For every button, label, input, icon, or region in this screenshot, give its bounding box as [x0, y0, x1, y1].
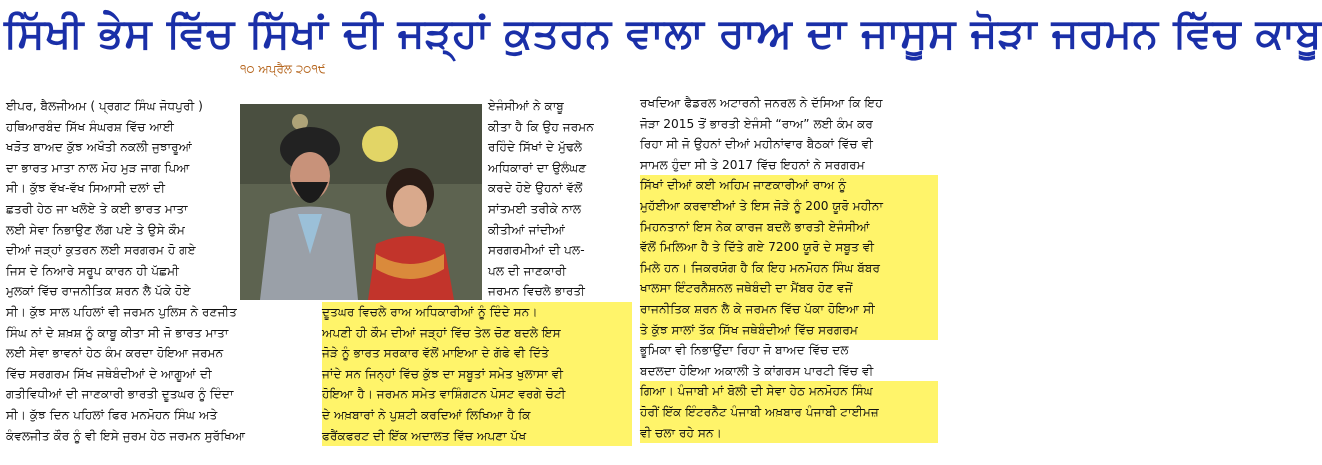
- article-line: ਦੇ ਅਖ਼ਬਾਰਾਂ ਨੇ ਪੁਸ਼ਟੀ ਕਰਦਿਆਂ ਲਿਖਿਆ ਹੈ ਕਿ: [322, 405, 632, 426]
- article-line: ਦਾ ਭਾਰਤ ਮਾਤਾ ਨਾਲ ਮੋਹ ਮੁੜ ਜਾਗ ਪਿਆ: [6, 160, 190, 175]
- article-line: ਲਈ ਸੇਵਾ ਭਾਵਨਾਂ ਹੇਠ ਕੰਮ ਕਰਦਾ ਹੋਇਆ ਜਰਮਨ: [6, 346, 224, 361]
- article-line: ਸੀ। ਕੁੱਝ ਸਾਲ ਪਹਿਲਾਂ ਵੀ ਜਰਮਨ ਪੁਲਿਸ ਨੇ ਰਣਜੀਤ: [6, 304, 237, 319]
- article-line: ਕਰਦੇ ਹੋਏ ਉਹਨਾਂ ਵੱਲੋਂ: [488, 181, 583, 196]
- article-line: ਪਲ ਦੀ ਜਾਣਕਾਰੀ: [488, 263, 566, 278]
- article-line: ਮੁਲਕਾਂ ਵਿੱਚ ਰਾਜਨੀਤਿਕ ਸ਼ਰਨ ਲੈ ਪੱਕੇ ਹੋਏ: [6, 284, 191, 299]
- article-column-2: [322, 96, 632, 446]
- article-line: ਸਾਂਤਮਈ ਤਰੀਕੇ ਨਾਲ: [488, 201, 582, 216]
- article-line: ਜਿਸ ਦੇ ਨਿਆਰੇ ਸਰੂਪ ਕਾਰਨ ਹੀ ਪੱਛਮੀ: [6, 263, 179, 278]
- publication-date: ੧੦ ਅਪ੍ਰੈਲ ੨੦੧੯: [240, 62, 326, 76]
- article-line: ਵੱਲੋਂ ਮਿਲਿਆ ਹੈ ਤੇ ਦਿੱਤੇ ਗਏ 7200 ਯੂਰੋ ਦੇ ਸਬੂਤ ਵੀ: [640, 237, 938, 258]
- article-line: ਏਜੰਸੀਆਂ ਨੇ ਕਾਬੂ: [488, 99, 564, 113]
- article-line: ਮਿਹਨਤਾਨਾਂ ਇਸ ਨੇਕ ਕਾਰਜ ਬਦਲੇ ਭਾਰਤੀ ਏਜੰਸੀਆਂ: [640, 217, 938, 238]
- article-line: ਸਾਮਲ ਹੁੰਦਾ ਸੀ ਤੇ 2017 ਵਿੱਚ ਇਹਨਾਂ ਨੇ ਸਰਗਰਮ: [640, 157, 865, 172]
- article-line: ਜੋੜਾ 2015 ਤੋਂ ਭਾਰਤੀ ਏਜੰਸੀ “ਰਾਅ” ਲਈ ਕੰਮ ਕਰ: [640, 116, 873, 131]
- article-line: ਦੂਤਘਰ ਵਿਚਲੇ ਰਾਅ ਅਧਿਕਾਰੀਆਂ ਨੂੰ ਦਿੰਦੇ ਸਨ।: [322, 302, 632, 323]
- article-line: ਈਪਰ, ਬੈਲਜੀਅਮ ( ਪ੍ਰਗਟ ਸਿੰਘ ਜੋਧਪੁਰੀ ): [6, 99, 203, 113]
- article-line: ਖਾਲਸਾ ਇੰਟਰਨੈਸ਼ਨਲ ਜਥੇਬੰਦੀ ਦਾ ਮੈਂਬਰ ਹੋਣ ਵਜੋਂ: [640, 278, 938, 299]
- article-line: ਹਥਿਆਰਬੰਦ ਸਿੱਖ ਸੰਘਰਸ਼ ਵਿੱਚ ਆਈ: [6, 119, 175, 134]
- article-line: ਸੀ। ਕੁੱਝ ਦਿਨ ਪਹਿਲਾਂ ਫਿਰ ਮਨਮੋਹਨ ਸਿੰਘ ਅਤੇ: [6, 407, 218, 422]
- article-line: ਵੀ ਚਲਾ ਰਹੇ ਸਨ।: [640, 423, 938, 444]
- article-line: ਮੁਹੱਈਆ ਕਰਵਾਈਆਂ ਤੇ ਇਸ ਜੋੜੇ ਨੂੰ 200 ਯੂਰੋ ਮਹੀਨਾ: [640, 196, 938, 217]
- article-line: ਕੰਵਲਜੀਤ ਕੌਰ ਨੂੰ ਵੀ ਇਸੇ ਜੁਰਮ ਹੇਠ ਜਰਮਨ ਸੁਰੱਖਿਆ: [6, 428, 246, 443]
- article-line: ਹੋਇਆ ਹੈ। ਜਰਮਨ ਸਮੇਤ ਵਾਸ਼ਿੰਗਟਨ ਪੋਸਟ ਵਰਗੇ ਚੋਟੀ: [322, 384, 632, 405]
- article-line: ਦੀਆਂ ਜੜ੍ਹਾਂ ਕੁਤਰਨ ਲਈ ਸਰਗਰਮ ਹੋ ਗਏ: [6, 243, 196, 258]
- article-line: ਅਧਿਕਾਰਾਂ ਦਾ ਉਲੰਘਣ: [488, 160, 587, 175]
- article-line: ਖੜੋਤ ਬਾਅਦ ਕੁੱਝ ਅਖੌਤੀ ਨਕਲੀ ਜੁਝਾਰੂਆਂ: [6, 140, 192, 155]
- article-column-3: [640, 93, 938, 443]
- article-line: ਗਿਆ। ਪੰਜਾਬੀ ਮਾਂ ਬੋਲੀ ਦੀ ਸੇਵਾ ਹੇਠ ਮਨਮੋਹਨ ਸਿੰਘ: [640, 381, 938, 402]
- article-line: ਜਾਂਦੇ ਸਨ ਜਿਨ੍ਹਾਂ ਵਿੱਚ ਕੁੱਝ ਦਾ ਸਬੂਤਾਂ ਸਮੇਤ ਖੁਲਾਸਾ ਵੀ: [322, 364, 632, 385]
- article-line: ਸਿੰਘ ਨਾਂ ਦੇ ਸ਼ਖ਼ਸ਼ ਨੂੰ ਕਾਬੂ ਕੀਤਾ ਸੀ ਜੋ ਭਾਰਤ ਮਾਤਾ: [6, 325, 229, 340]
- article-line: ਜੋੜੇ ਨੂੰ ਭਾਰਤ ਸਰਕਾਰ ਵੱਲੋਂ ਮਾਇਆ ਦੇ ਗੱਫੇ ਵੀ ਦਿੱਤੇ: [322, 343, 632, 364]
- article-line: ਸਿੱਖਾਂ ਦੀਆਂ ਕਈ ਅਹਿਮ ਜਾਣਕਾਰੀਆਂ ਰਾਅ ਨੂੰ: [640, 175, 938, 196]
- article-line: ਰਖਦਿਆ ਫੈਡਰਲ ਅਟਾਰਨੀ ਜਨਰਲ ਨੇ ਦੱਸਿਆ ਕਿ ਇਹ: [640, 96, 883, 110]
- article-line: ਜਰਮਨ ਵਿਚਲੇ ਭਾਰਤੀ: [488, 284, 585, 299]
- article-line: ਬਦਲਦਾ ਹੋਇਆ ਅਕਾਲੀ ਤੇ ਕਾਂਗਰਸ ਪਾਰਟੀ ਵਿੱਚ ਵੀ: [640, 363, 874, 378]
- article-line: ਰਾਜਨੀਤਿਕ ਸ਼ਰਨ ਲੈ ਕੇ ਜਰਮਨ ਵਿੱਚ ਪੱਕਾ ਹੋਇਆ ਸੀ: [640, 299, 938, 320]
- article-line: ਛਤਰੀ ਹੇਠ ਜਾ ਖਲੋਏ ਤੇ ਕਈ ਭਾਰਤ ਮਾਤਾ: [6, 201, 188, 216]
- article-line: ਸੀ। ਕੁੱਝ ਵੱਖ-ਵੱਖ ਸਿਆਸੀ ਦਲਾਂ ਦੀ: [6, 181, 166, 196]
- headline: ਸਿੱਖੀ ਭੇਸ ਵਿੱਚ ਸਿੱਖਾਂ ਦੀ ਜੜ੍ਹਾਂ ਕੁਤਰਨ ਵਾਲਾ ਰਾਅ ਦਾ ਜਾਸੂਸ ਜੋੜਾ ਜਰਮਨ ਵਿੱਚ ਕਾਬੂ: [4, 9, 1322, 57]
- article-line: ਫਰੈਂਕਫਰਟ ਦੀ ਇੱਕ ਅਦਾਲਤ ਵਿੱਚ ਅਪਣਾ ਪੱਖ: [322, 426, 632, 447]
- article-line: ਅਪਣੀ ਹੀ ਕੌਮ ਦੀਆਂ ਜੜ੍ਹਾਂ ਵਿੱਚ ਤੇਲ ਚੋਣ ਬਦਲੇ ਇਸ: [322, 323, 632, 344]
- article-line: ਵਿੱਚ ਸਰਗਰਮ ਸਿੱਖ ਜਥੇਬੰਦੀਆਂ ਦੇ ਆਗੂਆਂ ਦੀ: [6, 366, 212, 381]
- article-line: ਗਤੀਵਿਧੀਆਂ ਦੀ ਜਾਣਕਾਰੀ ਭਾਰਤੀ ਦੂਤਘਰ ਨੂੰ ਦਿੰਦਾ: [6, 387, 234, 402]
- article-line: ਕੀਤਾ ਹੈ ਕਿ ਉਹ ਜਰਮਨ: [488, 119, 594, 134]
- article-line: ਰਹਿੰਦੇ ਸਿੱਖਾਂ ਦੇ ਮੁੱਢਲੇ: [488, 140, 583, 155]
- article-line: ਹੋਰੀਂ ਇੱਕ ਇੰਟਰਨੈਟ ਪੰਜਾਬੀ ਅਖ਼ਬਾਰ ਪੰਜਾਬੀ ਟਾਈਮਜ਼: [640, 402, 938, 423]
- article-line: ਤੇ ਕੁੱਝ ਸਾਲਾਂ ਤੱਕ ਸਿੱਖ ਜਥੇਬੰਦੀਆਂ ਵਿੱਚ ਸਰਗਰਮ: [640, 320, 938, 341]
- article-line: ਲਈ ਸੇਵਾ ਨਿਭਾਉਣ ਲੱਗ ਪਏ ਤੇ ਉਸੇ ਕੌਮ: [6, 222, 185, 237]
- article-line: ਭੂਮਿਕਾ ਵੀ ਨਿਭਾਉਂਦਾ ਰਿਹਾ ਜੋ ਬਾਅਦ ਵਿੱਚ ਦਲ: [640, 343, 849, 358]
- article-line: ਮਿਲੇ ਹਨ। ਜਿਕਰਯੋਗ ਹੈ ਕਿ ਇਹ ਮਨਮੋਹਨ ਸਿੰਘ ਬੱਬਰ: [640, 258, 938, 279]
- article-line: ਸਰਗਰਮੀਆਂ ਦੀ ਪਲ-: [488, 243, 585, 258]
- article-line: ਰਿਹਾ ਸੀ ਜੋ ਉਹਨਾਂ ਦੀਆਂ ਮਹੀਨਾਂਵਾਰ ਬੈਠਕਾਂ ਵਿੱਚ ਵੀ: [640, 137, 873, 152]
- article-line: ਕੀਤੀਆਂ ਜਾਂਦੀਆਂ: [488, 222, 566, 237]
